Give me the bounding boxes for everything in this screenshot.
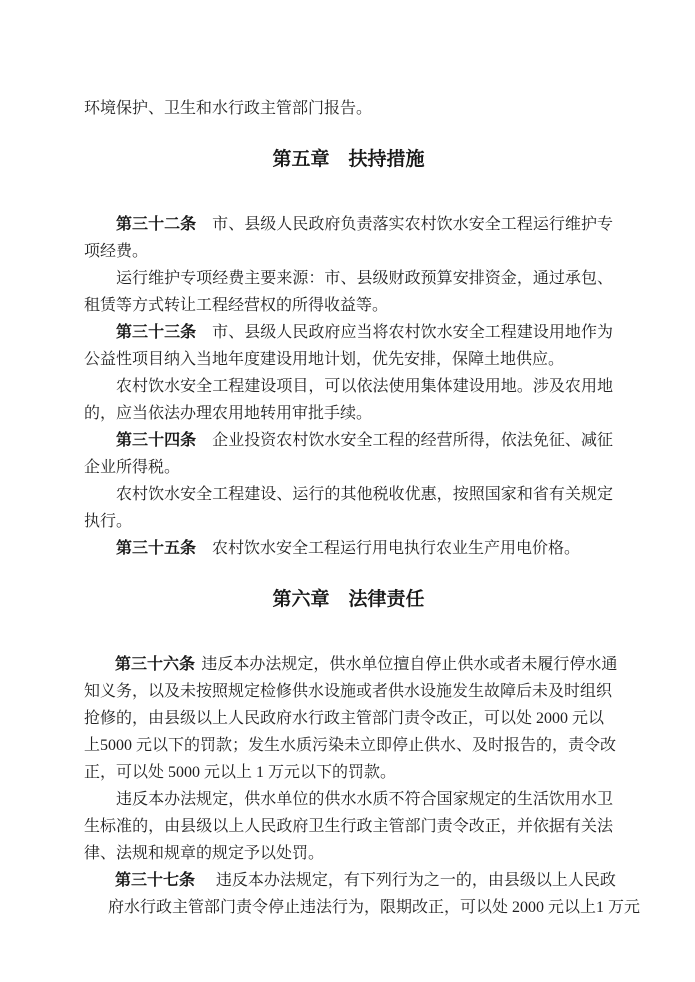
article-32-paragraph	[84, 211, 613, 265]
article-35-paragraph	[84, 535, 613, 562]
article-37-number: 第三十七条	[115, 872, 196, 889]
article-36-line-4: 上5000 元以下的罚款；发生水质污染未立即停止供水、及时报告的，责令改	[84, 737, 617, 754]
article-34-number: 第三十四条	[116, 432, 197, 449]
document-content-area	[84, 95, 641, 921]
article-32-text: 市、县级人民政府负责落实农村饮水安全工程运行维护专项经费。	[84, 216, 613, 260]
article-34-text: 企业投资农村饮水安全工程的经营所得，依法免征、减征企业所得税。	[84, 432, 613, 476]
chapter-6-heading: 第六章 法律责任	[272, 589, 425, 610]
water-quality-text: 违反本办法规定，供水单位的供水水质不符合国家规定的生活饮用水卫生标准的，由县级以上人民政府卫生行政主管部门责令改正，并依据有关法律、法规和规章的规定予以处罚。	[84, 791, 613, 862]
article-36-line-3: 抢修的，由县级以上人民政府水行政主管部门责令改正，可以处 2000 元以	[84, 710, 605, 727]
article-33-number: 第三十三条	[116, 324, 197, 341]
article-36-paragraph	[84, 651, 618, 786]
article-37-line-1-text: 违反本办法规定，有下列行为之一的，由县级以上人民政	[215, 872, 616, 889]
article-37-line-1	[84, 867, 616, 894]
construction-land-text: 农村饮水安全工程建设项目，可以依法使用集体建设用地。涉及农用地的，应当依法办理农用地转用审批手续。	[84, 378, 613, 422]
article-36-line-1	[84, 651, 618, 678]
article-34-paragraph	[84, 427, 613, 481]
article-33-text: 市、县级人民政府应当将农村饮水安全工程建设用地作为公益性项目纳入当地年度建设用地计划，优先安排，保障土地供应。	[84, 324, 613, 368]
article-36-number: 第三十六条	[115, 656, 196, 673]
article-36-line-2: 知义务，以及未按照规定检修供水设施或者供水设施发生故障后未及时组织	[84, 683, 613, 700]
article-37-paragraph	[84, 867, 641, 921]
funding-sources-text: 运行维护专项经费主要来源：市、县级财政预算安排资金，通过承包、租赁等方式转让工程经营权的所得收益等。	[84, 270, 613, 314]
article-36-line-1-text: 违反本办法规定，供水单位擅自停止供水或者未履行停水通	[201, 656, 618, 673]
article-37-line-2: 府水行政主管部门责令停止违法行为，限期改正，可以处 2000 元以上1 万元	[108, 899, 641, 916]
tax-incentive-text: 农村饮水安全工程建设、运行的其他税收优惠，按照国家和省有关规定执行。	[84, 486, 613, 530]
article-33-paragraph	[84, 319, 613, 373]
continuation-paragraph: 环境保护、卫生和水行政主管部门报告。	[84, 100, 373, 117]
water-quality-paragraph	[84, 786, 613, 867]
article-35-text: 农村饮水安全工程运行用电执行农业生产用电价格。	[212, 540, 581, 557]
tax-incentive-paragraph	[84, 481, 613, 535]
chapter-5-heading: 第五章 扶持措施	[272, 149, 425, 170]
article-36-line-5: 正，可以处 5000 元以上 1 万元以下的罚款。	[84, 764, 397, 781]
article-32-number: 第三十二条	[116, 216, 197, 233]
article-35-number: 第三十五条	[116, 540, 197, 557]
construction-land-paragraph	[84, 373, 613, 427]
funding-sources-paragraph	[84, 265, 613, 319]
